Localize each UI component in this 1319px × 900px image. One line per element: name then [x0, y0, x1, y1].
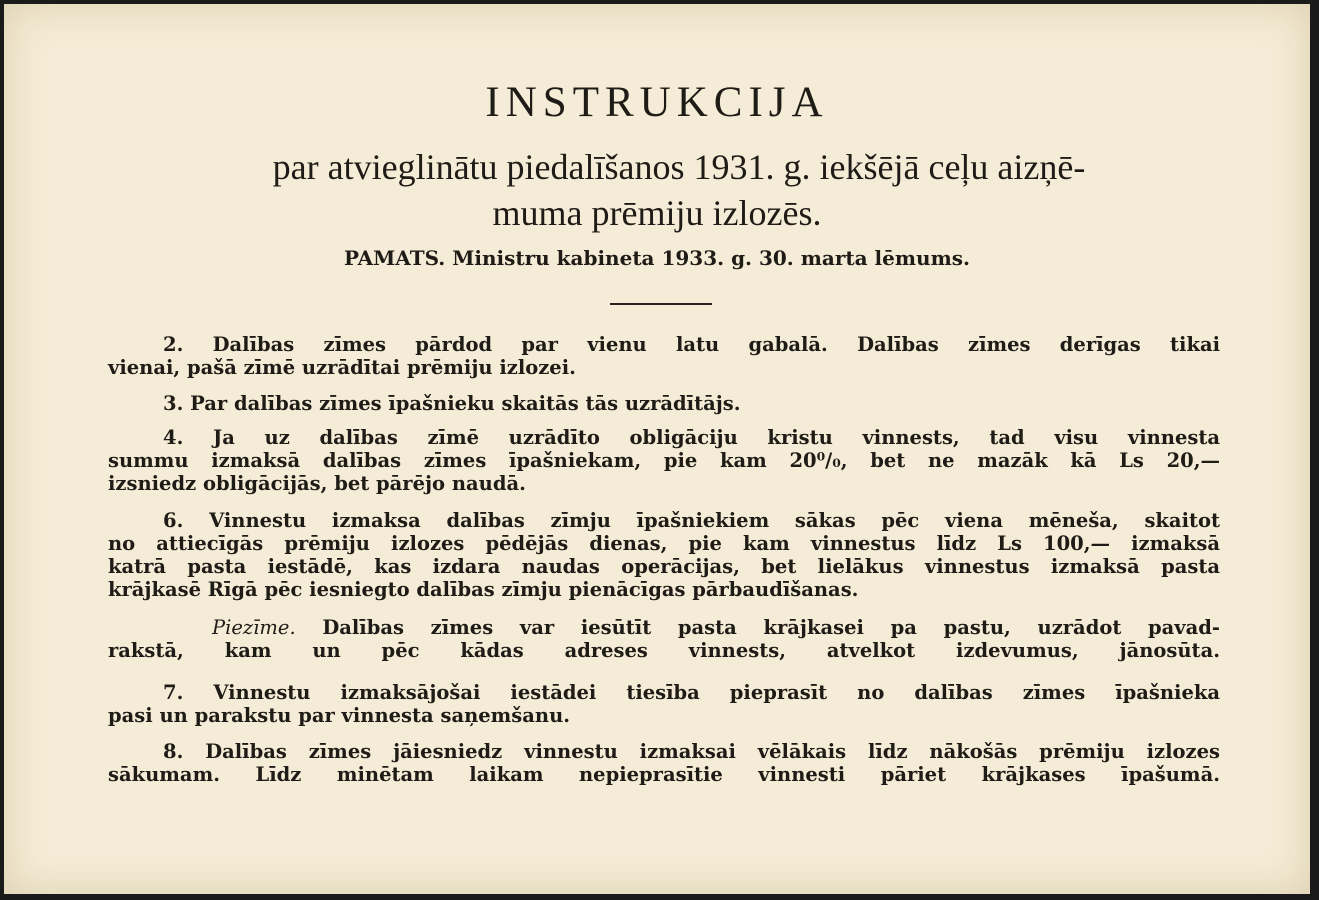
paragraph-line: katrā pasta iestādē, kas izdara naudas operācijas, bet lielākus vinnestus izmaksā pasta — [108, 555, 1220, 578]
paragraph-line: 3. Par dalības zīmes īpašnieku skaitās tās uzrādītājs. — [163, 392, 741, 415]
paragraph-6 — [108, 509, 1220, 601]
paragraph-7 — [108, 681, 1220, 727]
legal-basis: PAMATS. Ministru kabineta 1933. g. 30. marta lēmums. — [344, 246, 970, 270]
paragraph-8 — [108, 740, 1220, 786]
paragraph-3 — [108, 392, 1220, 415]
paragraph-line: 4. Ja uz dalības zīmē uzrādīto obligāciju kristu vinnests, tad visu vinnesta — [163, 426, 1220, 449]
note-label: Piezīme. — [212, 616, 296, 639]
subtitle-line-2: muma prēmiju izlozēs. — [492, 193, 822, 233]
paragraph-line: sākumam. Līdz minētam laikam nepieprasītie vinnesti pāriet krājkases īpašumā. — [108, 763, 1220, 786]
document-sheet — [4, 4, 1310, 894]
paragraph-line: rakstā, kam un pēc kādas adreses vinnests, atvelkot izdevumus, jānosūta. — [108, 639, 1220, 662]
paragraph-line: krājkasē Rīgā pēc iesniegto dalības zīmju pienācīgas pārbaudīšanas. — [108, 578, 859, 601]
paragraph-line: vienai, pašā zīmē uzrādītai prēmiju izlozei. — [108, 356, 576, 379]
paragraph-line: 8. Dalības zīmes jāiesniedz vinnestu izmaksai vēlākais līdz nākošās prēmiju izlozes — [163, 740, 1220, 763]
paragraph-line: 7. Vinnestu izmaksājošai iestādei tiesība pieprasīt no dalības zīmes īpašnieka — [163, 681, 1220, 704]
note-line-1 — [108, 616, 1220, 639]
paragraph-line: summu izmaksā dalības zīmes īpašniekam, pie kam 20⁰/₀, bet ne mazāk kā Ls 20,— — [108, 449, 1220, 472]
paragraph-line: no attiecīgās prēmiju izlozes pēdējās dienas, pie kam vinnestus līdz Ls 100,— izmaksā — [108, 532, 1220, 555]
subtitle-line-1: par atvieglinātu piedalīšanos 1931. g. iekšējā ceļu aizņē- — [272, 147, 1086, 187]
paragraph-line: 2. Dalības zīmes pārdod par vienu latu gabalā. Dalības zīmes derīgas tikai — [163, 333, 1220, 356]
paragraph-line: Dalības zīmes var iesūtīt pasta krājkasei pa pastu, uzrādot pavad- — [322, 616, 1221, 639]
paragraph-line: pasi un parakstu par vinnesta saņemšanu. — [108, 704, 571, 727]
paragraph-line: 6. Vinnestu izmaksa dalības zīmju īpašniekiem sākas pēc viena mēneša, skaitot — [163, 509, 1220, 532]
paragraph-2 — [108, 333, 1220, 379]
note-paragraph — [108, 616, 1220, 662]
document-title: INSTRUKCIJA — [485, 79, 829, 126]
paragraph-4 — [108, 426, 1220, 495]
paragraph-line: izsniedz obligācijās, bet pārējo naudā. — [108, 472, 526, 495]
divider-rule — [610, 303, 712, 305]
